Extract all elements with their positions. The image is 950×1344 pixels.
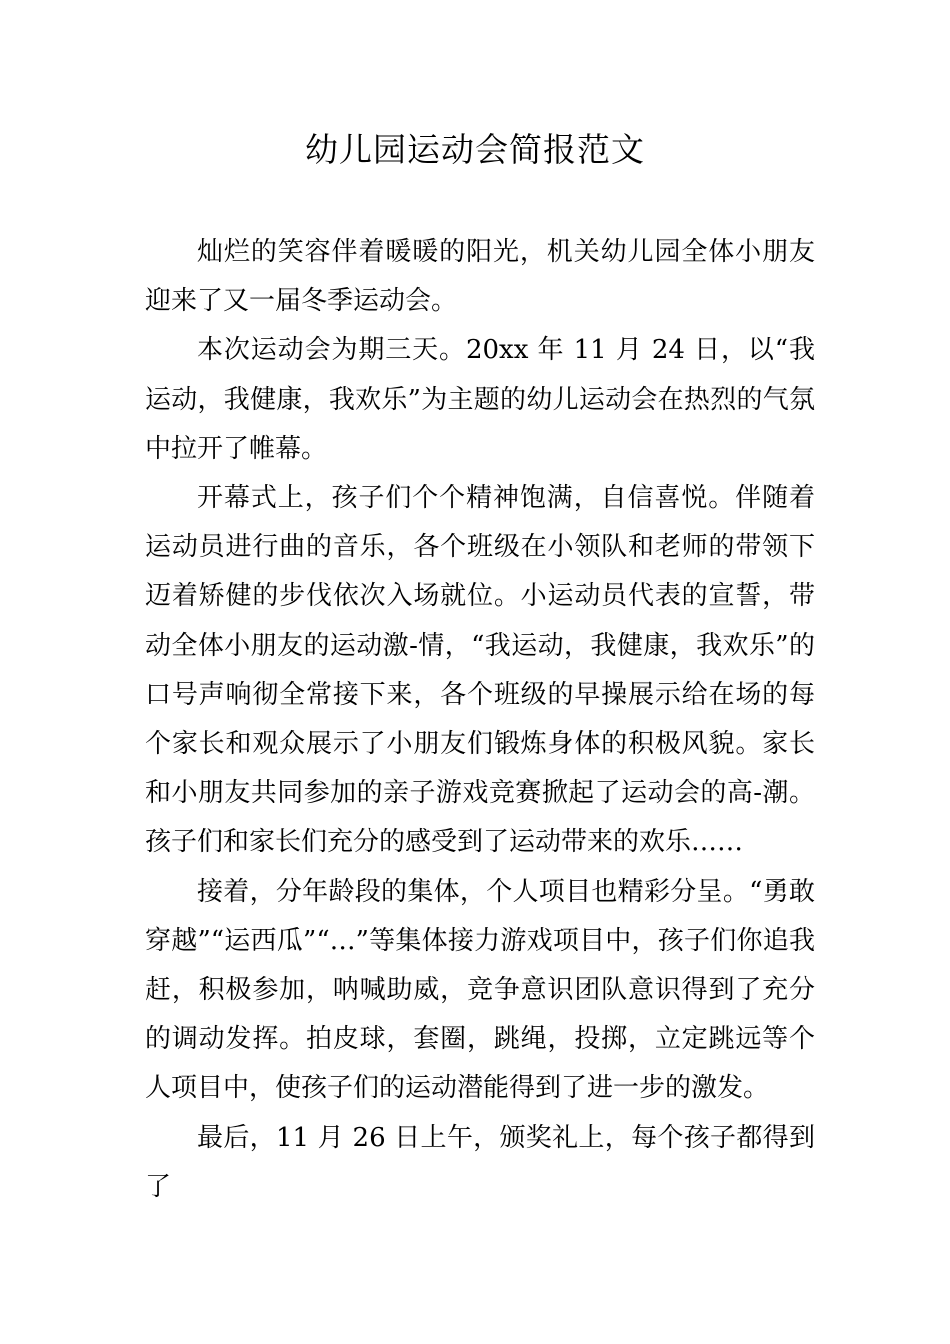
document-title: 幼儿园运动会简报范文 xyxy=(305,130,645,169)
document-body xyxy=(145,228,815,1212)
paragraph-2: 本次运动会为期三天。20xx 年 11 月 24 日，以“我运动，我健康，我欢乐”为主题的幼儿运动会在热烈的气氛中拉开了帷幕。 xyxy=(145,335,815,464)
paragraph-1: 灿烂的笑容伴着暖暖的阳光，机关幼儿园全体小朋友迎来了又一届冬季运动会。 xyxy=(145,237,815,317)
paragraph-3: 开幕式上，孩子们个个精神饱满，自信喜悦。伴随着运动员进行曲的音乐，各个班级在小领队和老师的带领下迈着矫健的步伐依次入场就位。小运动员代表的宣誓，带动全体小朋友的运动激-情，“我运动，我健康，我欢乐”的口号声响彻全常接下来，各个班级的早操展示给在场的每个家长和观众展示了小朋友们锻炼身体的积极风貌。家长和小朋友共同参加的亲子游戏竞赛掀起了运动会的高-潮。孩子们和家长们充分的感受到了运动带来的欢乐…… xyxy=(145,483,815,858)
paragraph-4: 接着，分年龄段的集体，个人项目也精彩分呈。“勇敢穿越”“运西瓜”“…”等集体接力游戏项目中，孩子们你追我赶，积极参加，呐喊助威，竞争意识团队意识得到了充分的调动发挥。拍皮球，套圈，跳绳，投掷，立定跳远等个人项目中，使孩子们的运动潜能得到了进一步的激发。 xyxy=(145,876,815,1104)
paragraph-5: 最后，11 月 26 日上午，颁奖礼上，每个孩子都得到了 xyxy=(145,1122,815,1202)
